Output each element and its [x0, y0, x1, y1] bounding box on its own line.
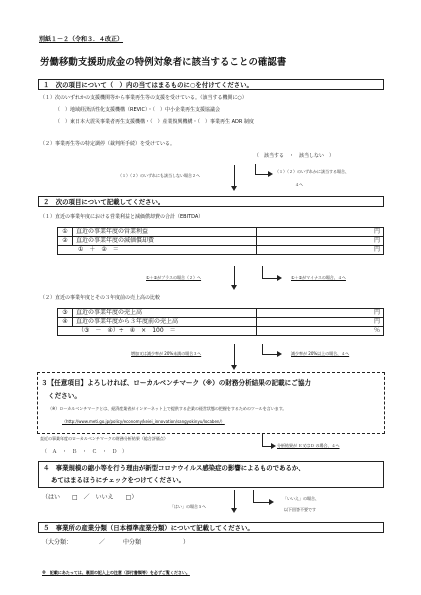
table-row [58, 309, 384, 318]
section3-url[interactable]: （http://www.meti.go.jp/policy/economy/keiei_innovation/sangyokinyu/locaben/） [62, 419, 225, 424]
row-label: 直近の事業年度の減価償却費 [73, 237, 257, 246]
section2-q1: （１）直近の事業年度における営業利益と減価償却費の合計（EBITDA） [40, 214, 204, 220]
section2-q2: （２）直近の事業年度とその３年度前の売上高の比較 [40, 295, 161, 301]
row-label: ① ＋ ② ＝ [58, 246, 257, 255]
arrow-down-icon [231, 365, 237, 370]
section4-heading-box [38, 461, 384, 488]
section5-heading: ５ 事業所の産業分類（日本標準産業分類）について記載してください。 [43, 524, 254, 532]
section3-heading-b: ください。 [48, 392, 81, 400]
row-unit[interactable]: ％ [257, 327, 384, 336]
section1-heading: １ 次の項目について（ ）内の当てはまるものに○を付けてください。 [43, 81, 253, 89]
note-plus: ①＋②がプラスの場合（２）へ [146, 275, 202, 280]
eval-label: 直近の事業年度のローカルベンチマークの財務分析結果（総合評価点） [40, 436, 168, 441]
note-minus: ①＋②がマイナスの場合、４へ [291, 275, 346, 280]
table-row [58, 327, 384, 336]
arrow-line [262, 354, 278, 355]
table-row [58, 237, 384, 246]
section2-heading-box [38, 196, 384, 207]
arrow-line [253, 490, 254, 502]
section5-heading-box [38, 522, 384, 533]
section1-q2: （２）事業再生等の特定調停（裁判所手続）を受けている。 [40, 141, 176, 147]
row-unit[interactable]: 円 [257, 309, 384, 318]
section4-heading: ４ 事業規模の縮小等を行う理由が新型コロナウイルス感染症の影響によるものであるか、 [43, 464, 305, 472]
note-no: 「いいえ」の場合、 [283, 496, 319, 501]
arrow-right-icon [271, 443, 276, 449]
row-unit[interactable]: 円 [257, 228, 384, 237]
arrow-line [262, 434, 263, 446]
table-row [58, 228, 384, 237]
row-number: ② [58, 237, 73, 246]
eval-options[interactable]: （ Ａ ・ Ｂ ・ Ｃ ・ Ｄ ） [42, 449, 128, 455]
note-go-section2: （１）（２）のいずれにも該当しない場合２へ [118, 173, 200, 178]
arrow-down-icon [231, 186, 237, 191]
arrow-line [262, 344, 263, 354]
row-number: ④ [58, 318, 73, 327]
arrow-right-icon [269, 499, 274, 505]
arrow-line [262, 278, 278, 279]
arrow-line [255, 174, 269, 175]
arrow-right-icon [277, 351, 282, 357]
section4-heading-b: あてはまるほうにチェックをつけてください。 [51, 476, 186, 484]
arrow-right-icon [277, 275, 282, 281]
footer-note: ※ 記載にあたっては、裏面の記入上の注意（添付書類等）を必ずご覧ください。 [42, 570, 190, 575]
arrow-line [253, 502, 270, 503]
section3-heading: ３【任意項目】よろしければ、ローカルベンチマーク（※）の財務分析結果の記載にご協力 [41, 379, 312, 387]
covid-choice[interactable]: （はい □ ／ いいえ □） [42, 494, 138, 501]
table-row [58, 318, 384, 327]
note-above-20: 減少率が 20%以上の場合、４へ [291, 351, 350, 356]
section1-q1-options-2: （ ）東日本大震災事業者再生支援機構・（ ）産業復興機構・（ ）事業再生 ADR 制度 [55, 119, 254, 125]
note-go-section4-b: ４へ [295, 182, 303, 187]
row-label: 直近の事業年度の営業利益 [73, 228, 257, 237]
section1-q2-choice: （ 該当する ・ 該当しない ） [254, 153, 335, 159]
arrow-line [234, 344, 235, 366]
section1-q1: （１）次のいずれかの支援機関等から事業再生等の支援を受けている。（該当する機関に○） [40, 95, 247, 101]
industry-classification[interactable]: （大分類： ／ 中分類 ） [42, 539, 190, 546]
row-number: ③ [58, 309, 73, 318]
section1-heading-box [38, 79, 384, 90]
note-go-section4: （１）（２）のいずれかに該当する場合、 [275, 169, 349, 174]
arrow-down-icon [231, 508, 237, 513]
arrow-right-icon [268, 171, 273, 177]
section1-q1-options-1: （ ）地域経済活性化支援機構（REVIC）・（ ）中小企業再生支援協議会 [55, 107, 221, 113]
section3-note: （※）ローカルベンチマークとは、経済産業省がインターネット上で提供する企業の経営状態の把握をするためのツールを言います。 [48, 406, 287, 411]
row-label: 直近の事業年度の売上高 [73, 309, 257, 318]
row-label: 直近の事業年度から３年度前の売上高 [73, 318, 257, 327]
ebitda-table [57, 227, 384, 255]
arrow-line [234, 490, 235, 509]
section2-heading: ２ 次の項目について記載してください。 [43, 198, 165, 206]
note-no-b: 以下回答不要です [284, 507, 316, 512]
row-unit[interactable]: 円 [257, 237, 384, 246]
row-unit[interactable]: 円 [257, 318, 384, 327]
arrow-down-icon [231, 285, 237, 290]
note-score: 分析結果が Ｅ又はＤ の場合、４へ [277, 443, 340, 448]
table-row [58, 246, 384, 255]
form-id: 別紙１－２（令和３．４改正） [39, 36, 124, 43]
row-unit[interactable]: 円 [257, 246, 384, 255]
sales-table [57, 308, 384, 336]
note-below-20: 増加又は減少率が 20%未満の場合３へ [131, 351, 202, 356]
arrow-line [255, 164, 256, 174]
row-number: ① [58, 228, 73, 237]
arrow-line [234, 266, 235, 286]
page-title: 労働移動支援助成金の特例対象者に該当することの確認書 [40, 57, 287, 68]
note-yes: 「はい」の場合５へ [170, 504, 206, 509]
arrow-line [234, 165, 235, 187]
row-label: （③ － ④）÷ ④ × 100 ＝ [58, 327, 257, 336]
arrow-line [262, 266, 263, 278]
